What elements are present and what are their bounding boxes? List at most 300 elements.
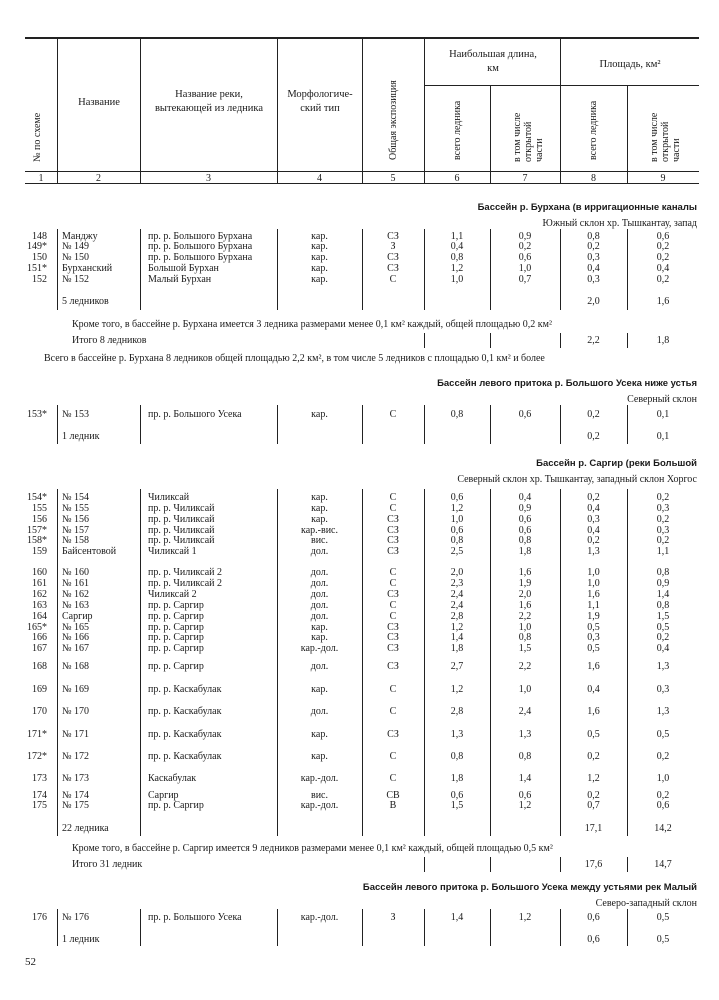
- column-rule: [424, 229, 425, 310]
- subtotal-open: 0,1: [656, 431, 670, 442]
- scheme-number: 161: [32, 578, 47, 589]
- exposure: З: [390, 912, 396, 923]
- column-rule: [424, 405, 425, 444]
- glacier-name: № 170: [62, 706, 90, 717]
- subtotal-area: 0,2: [587, 431, 600, 442]
- col-number: 5: [390, 173, 396, 184]
- area-total: 0,4: [587, 263, 600, 274]
- column-rule: [140, 405, 141, 444]
- length-total: 1,4: [450, 912, 464, 923]
- subtotal-area: 2,0: [587, 296, 600, 307]
- length-open: 1,4: [518, 773, 532, 784]
- glacier-name: № 149: [62, 241, 90, 252]
- morph-type: кар.-дол.: [300, 912, 339, 923]
- subtotal-area: 17,1: [584, 823, 603, 834]
- river-name: Чиликсай 1: [148, 546, 197, 557]
- exposure: СЗ: [387, 514, 399, 525]
- river-name: Большой Бурхан: [148, 263, 219, 274]
- area-open: 0,2: [656, 790, 670, 801]
- length-total: 0,8: [450, 409, 464, 420]
- group-rule: [424, 85, 699, 86]
- scheme-number: 168: [32, 661, 47, 672]
- glacier-name: Байсентовой: [62, 546, 117, 557]
- glacier-name: № 168: [62, 661, 90, 672]
- area-open: 0,2: [656, 252, 670, 263]
- area-open: 0,2: [656, 241, 670, 252]
- section-note: Кроме того, в бассейне р. Саргир имеется 9 ледников размерами менее 0,1 км² каждый, общей площадью 0,5 км²: [72, 843, 553, 854]
- section-subtitle-burkhan: Южный склон хр. Тышкантау, запад: [542, 218, 697, 229]
- col-number: 1: [38, 173, 44, 184]
- basin-summary: Всего в бассейне р. Бурхана 8 ледников общей площадью 2,2 км², в том числе 5 ледников с площадью 0,1 км² и более: [44, 353, 545, 364]
- glacier-name: № 174: [62, 790, 90, 801]
- header-col6: всего ледника: [452, 100, 463, 160]
- glacier-name: № 161: [62, 578, 90, 589]
- column-rule: [490, 857, 491, 872]
- column-rule: [140, 229, 141, 310]
- river-name: пр. р. Саргир: [148, 800, 204, 811]
- morph-type: дол.: [310, 589, 329, 600]
- column-rule: [560, 333, 561, 348]
- column-rule: [277, 489, 278, 836]
- exposure: СЗ: [387, 546, 399, 557]
- river-name: Каскабулак: [148, 773, 197, 784]
- col-number: 8: [591, 173, 596, 184]
- page-number: 52: [25, 956, 36, 968]
- area-open: 1,4: [656, 589, 670, 600]
- morph-type: кар.: [311, 729, 328, 740]
- column-rule: [362, 229, 363, 310]
- col-number: 6: [454, 173, 460, 184]
- length-open: 0,2: [518, 241, 532, 252]
- glacier-name: № 172: [62, 751, 90, 762]
- area-total: 1,1: [587, 600, 600, 611]
- length-total: 2,4: [450, 600, 464, 611]
- length-total: 1,8: [450, 773, 464, 784]
- itogo-open: 14,7: [654, 859, 672, 870]
- length-total: 2,4: [450, 589, 464, 600]
- glacier-name: № 150: [62, 252, 90, 263]
- area-total: 0,3: [587, 252, 600, 263]
- scheme-number: 157*: [27, 525, 47, 536]
- length-open: 0,6: [518, 525, 532, 536]
- length-total: 2,5: [450, 546, 464, 557]
- itogo-open: 1,8: [656, 335, 670, 346]
- river-name: пр. р. Чиликсай 2: [148, 578, 223, 589]
- column-rule: [560, 857, 561, 872]
- scheme-number: 173: [32, 773, 47, 784]
- glacier-name: Бурханский: [62, 263, 113, 274]
- glacier-name: № 166: [62, 632, 90, 643]
- scheme-number: 162: [32, 589, 47, 600]
- header-length-group: Наибольшая длина, км: [449, 49, 537, 74]
- scheme-number: 175: [32, 800, 47, 811]
- exposure: С: [389, 274, 397, 285]
- column-rule: [57, 229, 58, 310]
- scheme-number: 158*: [27, 535, 47, 546]
- exposure: С: [389, 611, 397, 622]
- exposure: СЗ: [387, 231, 399, 242]
- exposure: СЗ: [387, 661, 399, 672]
- morph-type: кар.-вис.: [301, 525, 338, 536]
- length-total: 1,2: [450, 622, 464, 633]
- exposure: СЗ: [387, 252, 399, 263]
- length-open: 2,4: [518, 706, 532, 717]
- column-rule: [57, 489, 58, 836]
- area-total: 0,4: [587, 525, 600, 536]
- area-total: 0,3: [587, 274, 600, 285]
- morph-type: кар.: [311, 622, 328, 633]
- length-total: 1,0: [450, 514, 464, 525]
- scheme-number: 155: [32, 503, 47, 514]
- column-rule: [490, 405, 491, 444]
- area-total: 0,5: [587, 622, 600, 633]
- glacier-name: № 173: [62, 773, 90, 784]
- area-open: 0,2: [656, 535, 670, 546]
- river-name: Малый Бурхан: [148, 274, 212, 285]
- exposure: С: [389, 492, 397, 503]
- length-total: 0,8: [450, 535, 464, 546]
- length-total: 2,3: [450, 578, 464, 589]
- scheme-number: 160: [32, 567, 47, 578]
- subtotal-label: 1 ледник: [62, 431, 100, 442]
- header-area-group: Площадь, км²: [599, 59, 661, 70]
- length-open: 0,6: [518, 514, 532, 525]
- area-open: 0,5: [656, 729, 670, 740]
- area-total: 0,5: [587, 643, 600, 654]
- area-open: 1,1: [656, 546, 670, 557]
- length-total: 1,0: [450, 274, 464, 285]
- subtotal-label: 5 ледников: [62, 296, 109, 307]
- morph-type: кар.-дол.: [300, 643, 339, 654]
- length-total: 2,0: [450, 567, 464, 578]
- header-col1: № по схеме: [32, 112, 43, 162]
- area-open: 0,4: [656, 643, 670, 654]
- scheme-number: 174: [32, 790, 47, 801]
- length-open: 2,2: [518, 611, 532, 622]
- morph-type: кар.: [311, 274, 328, 285]
- length-total: 1,2: [450, 503, 464, 514]
- exposure: СЗ: [387, 632, 399, 643]
- river-name: пр. р. Чиликсай 2: [148, 567, 223, 578]
- river-name: пр. р. Саргир: [148, 611, 204, 622]
- area-open: 0,3: [656, 525, 670, 536]
- section-title-burkhan: Бассейн р. Бурхана (в ирригационные каналы: [477, 202, 697, 213]
- subtotal-open: 0,5: [656, 934, 670, 945]
- length-open: 0,6: [518, 790, 532, 801]
- itogo-area: 17,6: [584, 859, 603, 870]
- header-col9: в том числе открытой части: [649, 112, 682, 162]
- length-open: 1,0: [518, 684, 532, 695]
- area-total: 1,3: [587, 546, 600, 557]
- scheme-number: 154*: [27, 492, 47, 503]
- col-number: 4: [317, 173, 322, 184]
- length-open: 0,9: [518, 503, 532, 514]
- morph-type: дол.: [310, 611, 329, 622]
- column-rule: [424, 857, 425, 872]
- area-total: 0,2: [587, 790, 600, 801]
- river-name: пр. р. Каскабулак: [148, 729, 222, 740]
- river-name: пр. р. Каскабулак: [148, 684, 222, 695]
- glacier-name: № 169: [62, 684, 90, 695]
- glacier-name: № 156: [62, 514, 90, 525]
- river-name: пр. р. Саргир: [148, 632, 204, 643]
- exposure: З: [390, 241, 396, 252]
- length-total: 0,8: [450, 751, 464, 762]
- area-open: 0,6: [656, 231, 670, 242]
- area-open: 0,2: [656, 274, 670, 285]
- column-rule: [362, 405, 363, 444]
- river-name: пр. р. Чиликсай: [148, 525, 215, 536]
- section-title-usek-2: Бассейн левого притока р. Большого Усека между устьями рек Малый: [362, 882, 697, 893]
- scheme-number: 167: [32, 643, 47, 654]
- itogo-label: Итого 31 ледник: [72, 859, 143, 870]
- scheme-number: 171*: [27, 729, 47, 740]
- morph-type: кар.: [311, 252, 328, 263]
- itogo-label: Итого 8 ледников: [72, 335, 147, 346]
- length-open: 1,0: [518, 622, 532, 633]
- morph-type: дол.: [310, 567, 329, 578]
- scheme-number: 165*: [27, 622, 47, 633]
- scheme-number: 152: [32, 274, 47, 285]
- area-open: 0,2: [656, 632, 670, 643]
- exposure: С: [389, 751, 397, 762]
- glacier-name: № 171: [62, 729, 90, 740]
- column-rule: [490, 909, 491, 946]
- length-open: 1,5: [518, 643, 532, 654]
- subtotal-open: 14,2: [654, 823, 672, 834]
- exposure: С: [389, 600, 397, 611]
- morph-type: вис.: [310, 535, 328, 546]
- river-name: пр. р. Саргир: [148, 622, 204, 633]
- header-col3: Название реки, вытекающей из ледника: [154, 89, 264, 114]
- river-name: пр. р. Чиликсай: [148, 535, 215, 546]
- area-total: 0,4: [587, 503, 600, 514]
- river-name: пр. р. Большого Бурхана: [148, 241, 253, 252]
- exposure: СЗ: [387, 729, 399, 740]
- scheme-number: 156: [32, 514, 47, 525]
- exposure: С: [389, 567, 397, 578]
- length-open: 1,6: [518, 567, 532, 578]
- col-number: 2: [96, 173, 101, 184]
- morph-type: кар.: [311, 492, 328, 503]
- area-open: 1,5: [656, 611, 670, 622]
- length-total: 2,8: [450, 611, 464, 622]
- scheme-number: 148: [32, 231, 47, 242]
- river-name: пр. р. Большого Усека: [148, 409, 242, 420]
- area-total: 0,2: [587, 751, 600, 762]
- morph-type: кар.: [311, 514, 328, 525]
- area-total: 0,8: [587, 231, 600, 242]
- area-total: 0,3: [587, 632, 600, 643]
- area-total: 1,0: [587, 578, 600, 589]
- length-open: 1,9: [518, 578, 532, 589]
- glacier-name: № 175: [62, 800, 90, 811]
- column-rule: [277, 405, 278, 444]
- length-total: 1,2: [450, 263, 464, 274]
- glacier-name: № 163: [62, 600, 90, 611]
- morph-type: кар.-дол.: [300, 800, 339, 811]
- exposure: СЗ: [387, 263, 399, 274]
- area-total: 0,4: [587, 684, 600, 695]
- river-name: пр. р. Каскабулак: [148, 706, 222, 717]
- length-open: 1,2: [518, 800, 532, 811]
- river-name: пр. р. Саргир: [148, 600, 204, 611]
- column-rule: [140, 489, 141, 836]
- river-name: пр. р. Чиликсай: [148, 503, 215, 514]
- area-total: 0,2: [587, 535, 600, 546]
- glacier-name: № 165: [62, 622, 90, 633]
- morph-type: вис.: [310, 790, 328, 801]
- section-title-sargir: Бассейн р. Саргир (реки Большой: [536, 458, 697, 469]
- morph-type: кар.: [311, 503, 328, 514]
- column-rule: [424, 333, 425, 348]
- column-rule: [560, 489, 561, 836]
- subtotal-open: 1,6: [656, 296, 670, 307]
- glacier-name: № 158: [62, 535, 90, 546]
- area-open: 0,5: [656, 912, 670, 923]
- column-rule: [490, 229, 491, 310]
- scheme-number: 163: [32, 600, 47, 611]
- column-rule: [140, 909, 141, 946]
- scheme-number: 176: [32, 912, 47, 923]
- exposure: С: [389, 773, 397, 784]
- header-col5: Общая экспозиция: [388, 80, 399, 160]
- area-open: 0,8: [656, 567, 670, 578]
- glacier-name: № 152: [62, 274, 90, 285]
- area-open: 0,4: [656, 263, 670, 274]
- column-rule: [362, 489, 363, 836]
- column-rule: [627, 489, 628, 836]
- length-total: 1,3: [450, 729, 464, 740]
- section-title-usek-1: Бассейн левого притока р. Большого Усека ниже устья: [437, 378, 697, 389]
- exposure: С: [389, 706, 397, 717]
- length-total: 1,8: [450, 643, 464, 654]
- header-col8: всего ледника: [588, 100, 599, 160]
- header-col4: Морфологиче-ский тип: [287, 89, 353, 114]
- morph-type: кар.: [311, 263, 328, 274]
- morph-type: кар.: [311, 409, 328, 420]
- area-open: 0,8: [656, 600, 670, 611]
- area-open: 0,6: [656, 800, 670, 811]
- scheme-number: 164: [32, 611, 47, 622]
- section-subtitle-usek-2: Северо-западный склон: [595, 898, 697, 909]
- exposure: СВ: [386, 790, 400, 801]
- river-name: пр. р. Каскабулак: [148, 751, 222, 762]
- scheme-number: 169: [32, 684, 47, 695]
- column-rule: [277, 909, 278, 946]
- river-name: Саргир: [148, 790, 179, 801]
- area-total: 0,3: [587, 514, 600, 525]
- column-rule: [627, 333, 628, 348]
- glacier-name: № 162: [62, 589, 90, 600]
- length-open: 0,8: [518, 632, 532, 643]
- scheme-number: 172*: [27, 751, 47, 762]
- exposure: СЗ: [387, 525, 399, 536]
- length-open: 1,8: [518, 546, 532, 557]
- length-open: 2,0: [518, 589, 532, 600]
- area-total: 1,6: [587, 706, 600, 717]
- exposure: С: [389, 409, 397, 420]
- morph-type: дол.: [310, 706, 329, 717]
- scheme-number: 170: [32, 706, 47, 717]
- area-total: 0,6: [587, 912, 600, 923]
- area-total: 1,6: [587, 661, 600, 672]
- area-open: 0,1: [656, 409, 670, 420]
- exposure: СЗ: [387, 643, 399, 654]
- exposure: С: [389, 684, 397, 695]
- glacier-name: № 154: [62, 492, 90, 503]
- column-rule: [57, 405, 58, 444]
- length-total: 0,4: [450, 241, 464, 252]
- area-total: 1,0: [587, 567, 600, 578]
- glacier-name: Манджу: [62, 231, 98, 242]
- glacier-name: № 153: [62, 409, 90, 420]
- length-open: 0,6: [518, 409, 532, 420]
- length-open: 1,2: [518, 912, 532, 923]
- river-name: Чиликсай: [148, 492, 190, 503]
- area-open: 1,0: [656, 773, 670, 784]
- morph-type: дол.: [310, 546, 329, 557]
- area-total: 0,2: [587, 492, 600, 503]
- river-name: Чиликсай 2: [148, 589, 197, 600]
- area-total: 1,6: [587, 589, 600, 600]
- col-number: 7: [522, 173, 528, 184]
- section-note: Кроме того, в бассейне р. Бурхана имеется 3 ледника размерами менее 0,1 км² каждый, общей площадью 0,2 км²: [72, 319, 552, 330]
- area-total: 0,5: [587, 729, 600, 740]
- river-name: пр. р. Саргир: [148, 643, 204, 654]
- exposure: В: [389, 800, 397, 811]
- length-open: 1,3: [518, 729, 532, 740]
- morph-type: кар.: [311, 231, 328, 242]
- area-total: 0,2: [587, 409, 600, 420]
- section-subtitle-usek-1: Северный склон: [627, 394, 697, 405]
- scheme-number: 153*: [27, 409, 47, 420]
- river-name: пр. р. Большого Усека: [148, 912, 242, 923]
- length-total: 0,8: [450, 252, 464, 263]
- subtotal-area: 0,6: [587, 934, 600, 945]
- morph-type: кар.: [311, 751, 328, 762]
- river-name: пр. р. Большого Бурхана: [148, 231, 253, 242]
- length-open: 1,6: [518, 600, 532, 611]
- exposure: СЗ: [387, 535, 399, 546]
- glacier-name: № 176: [62, 912, 90, 923]
- section-subtitle-sargir: Северный склон хр. Тышкантау, западный склон Хоргос: [457, 474, 697, 485]
- scheme-number: 150: [32, 252, 47, 263]
- subtotal-label: 1 ледник: [62, 934, 100, 945]
- length-open: 0,4: [518, 492, 532, 503]
- glacier-name: № 155: [62, 503, 90, 514]
- area-total: 0,7: [587, 800, 600, 811]
- area-open: 0,5: [656, 622, 670, 633]
- subtotal-label: 22 ледника: [62, 823, 109, 834]
- column-rule: [490, 333, 491, 348]
- column-rule: [362, 909, 363, 946]
- exposure: СЗ: [387, 622, 399, 633]
- river-name: пр. р. Большого Бурхана: [148, 252, 253, 263]
- itogo-area: 2,2: [587, 335, 600, 346]
- area-open: 0,9: [656, 578, 670, 589]
- area-open: 0,3: [656, 684, 670, 695]
- column-rule: [57, 909, 58, 946]
- length-total: 1,1: [450, 231, 464, 242]
- length-total: 0,6: [450, 492, 464, 503]
- river-name: пр. р. Чиликсай: [148, 514, 215, 525]
- length-total: 0,6: [450, 525, 464, 536]
- scheme-number: 149*: [27, 241, 47, 252]
- length-open: 0,9: [518, 231, 532, 242]
- area-open: 1,3: [656, 661, 670, 672]
- length-open: 0,6: [518, 252, 532, 263]
